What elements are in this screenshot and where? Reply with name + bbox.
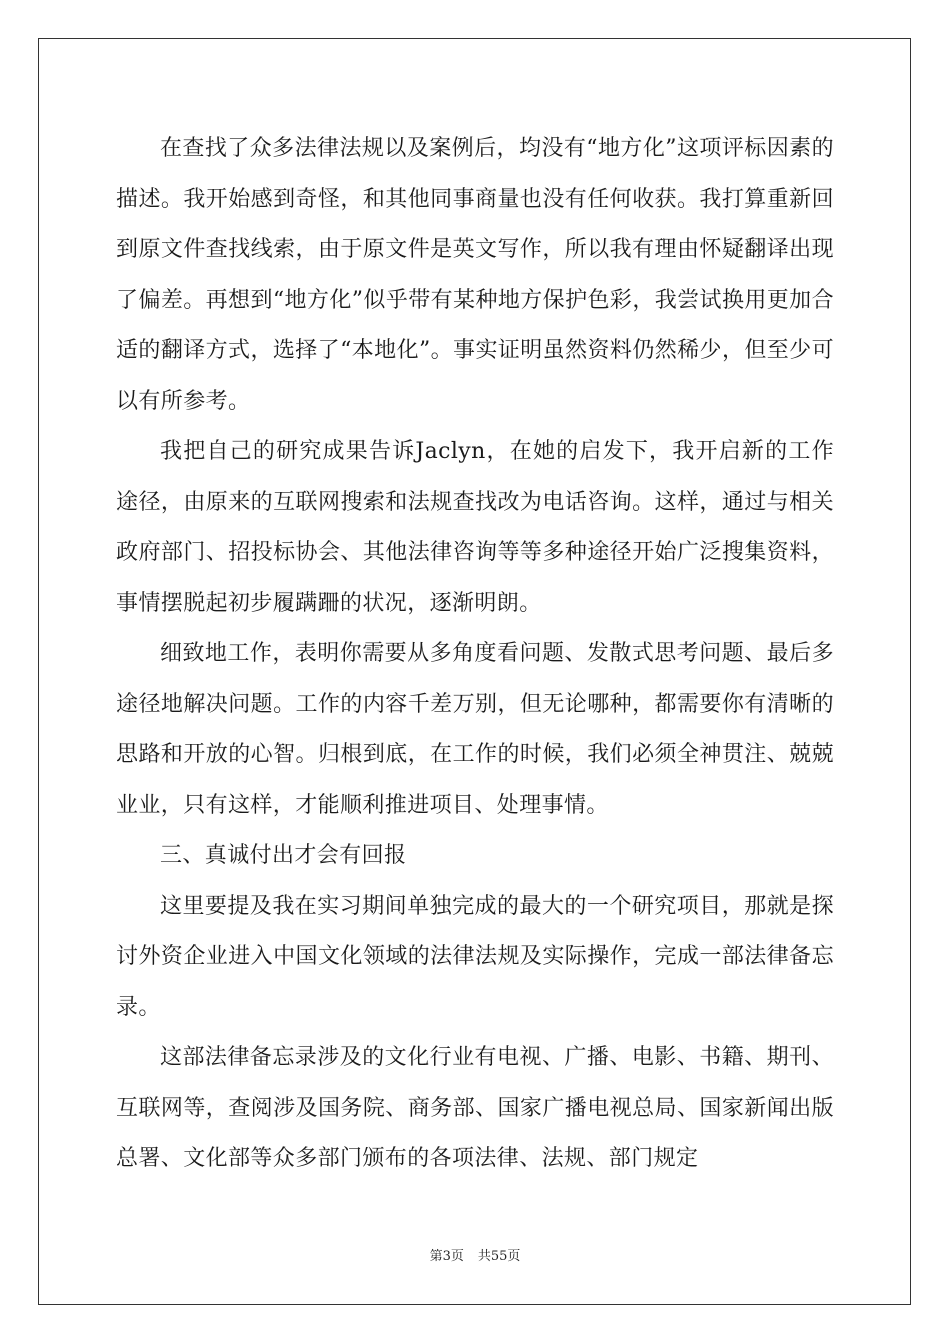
page-total: 共55页 <box>477 1249 521 1264</box>
page-number: 第3页 <box>429 1249 464 1264</box>
paragraph: 细致地工作，表明你需要从多角度看问题、发散式思考问题、最后多途径地解决问题。工作的内容千差万别，但无论哪种，都需要你有清晰的思路和开放的心智。归根到底，在工作的时候，我们必须全神贯注、兢兢业业，只有这样，才能顺利推进项目、处理事情。 <box>116 641 834 818</box>
page-footer <box>0 1245 950 1264</box>
document-body <box>116 124 834 1185</box>
paragraph: 这部法律备忘录涉及的文化行业有电视、广播、电影、书籍、期刊、互联网等，查阅涉及国务院、商务部、国家广播电视总局、国家新闻出版总署、文化部等众多部门颁布的各项法律、法规、部门规定 <box>116 1045 834 1171</box>
paragraph: 这里要提及我在实习期间单独完成的最大的一个研究项目，那就是探讨外资企业进入中国文化领域的法律法规及实际操作，完成一部法律备忘录。 <box>116 893 834 1020</box>
paragraph: 在查找了众多法律法规以及案例后，均没有“地方化”这项评标因素的描述。我开始感到奇怪，和其他同事商量也没有任何收获。我打算重新回到原文件查找线索，由于原文件是英文写作，所以我有理由怀疑翻译出现了偏差。再想到“地方化”似乎带有某种地方保护色彩，我尝试换用更加合适的翻译方式，选择了“本地化”。事实证明虽然资料仍然稀少，但至少可以有所参考。 <box>116 136 834 414</box>
paragraph: 我把自己的研究成果告诉Jaclyn，在她的启发下，我开启新的工作途径，由原来的互联网搜索和法规查找改为电话咨询。这样，通过与相关政府部门、招投标协会、其他法律咨询等等多种途径开始广泛搜集资料，事情摆脱起初步履蹒跚的状况，逐渐明朗。 <box>116 439 834 616</box>
section-heading: 三、真诚付出才会有回报 <box>160 843 407 868</box>
